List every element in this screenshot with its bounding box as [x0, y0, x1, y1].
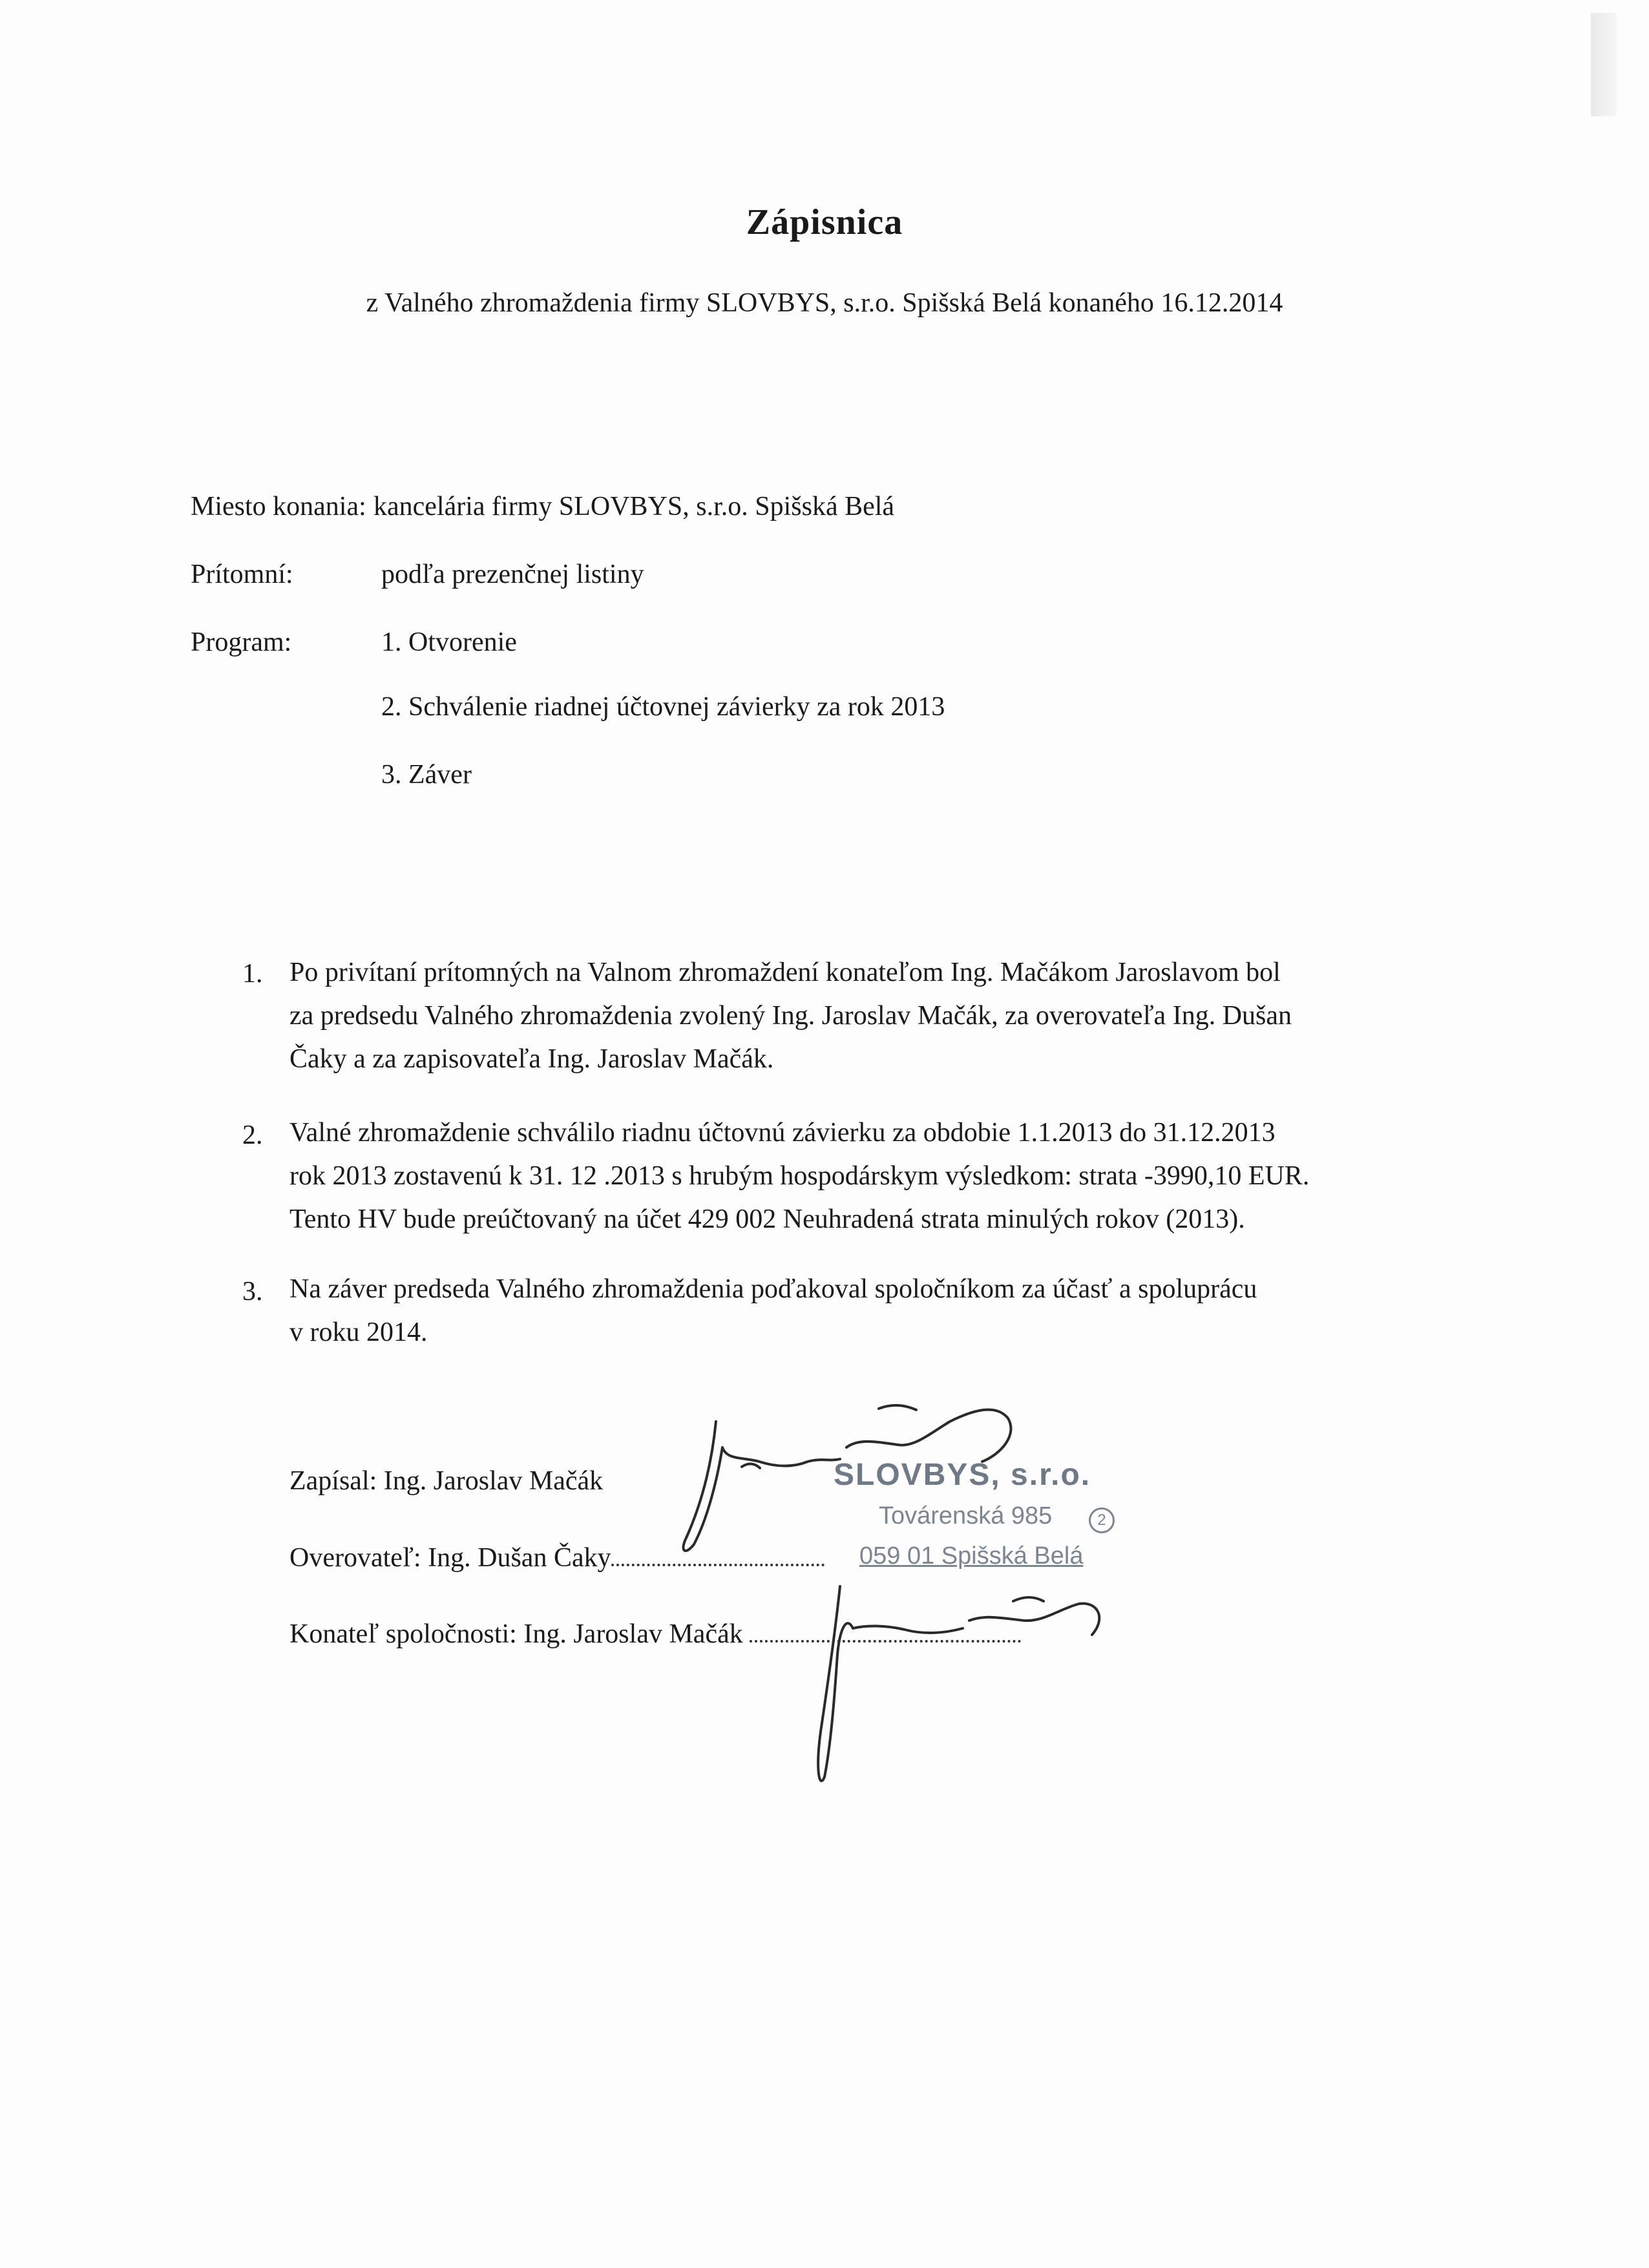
scan-edge-shadow	[1591, 13, 1617, 116]
recorder-text: Zapísal: Ing. Jaroslav Mačák	[289, 1466, 604, 1496]
paragraph-line: Tento HV bude preúčtovaný na účet 429 002 Neuhradená strata minulých rokov (2013).	[289, 1204, 1245, 1234]
program-item: 3. Záver	[381, 760, 472, 790]
paragraph-line: Valné zhromaždenie schválilo riadnu účtovnú závierku za obdobie 1.1.2013 do 31.12.2013	[289, 1118, 1276, 1148]
program-item: 2. Schválenie riadnej účtovnej závierky za rok 2013	[381, 692, 945, 722]
signature-dots	[750, 1619, 1021, 1643]
signature-stroke	[879, 1405, 916, 1410]
director-line	[289, 1619, 1021, 1650]
program-label: Program:	[191, 627, 292, 657]
signature-stroke	[684, 1422, 840, 1551]
point-paragraph	[289, 1268, 1257, 1354]
verifier-line	[289, 1542, 824, 1573]
stamp-city: 059 01 Spišská Belá	[859, 1542, 1084, 1570]
program-item: 1. Otvorenie	[381, 627, 517, 657]
stamp-street: Továrenská 985	[879, 1502, 1053, 1529]
signature-stroke	[1013, 1597, 1044, 1601]
point-number: 3.	[242, 1277, 263, 1307]
present-value: podľa prezenčnej listiny	[381, 560, 644, 589]
paragraph-line: Čaky a za zapisovateľa Ing. Jaroslav Mačák.	[289, 1044, 774, 1074]
paragraph-line: Na záver predseda Valného zhromaždenia poďakoval spoločníkom za účasť a spoluprácu	[289, 1274, 1257, 1304]
point-paragraph	[289, 951, 1292, 1081]
paragraph-line: v roku 2014.	[289, 1318, 428, 1347]
stamp-company: SLOVBYS, s.r.o.	[834, 1458, 1091, 1492]
paragraph-line: za predsedu Valného zhromaždenia zvolený Ing. Jaroslav Mačák, za overovateľa Ing. Dušan	[289, 1001, 1292, 1031]
place-label: Miesto konania:	[191, 492, 366, 521]
paragraph-line: rok 2013 zostavenú k 31. 12 .2013 s hrubým hospodárskym výsledkom: strata -3990,10 EUR.	[289, 1161, 1310, 1191]
signature-stroke	[742, 1464, 760, 1468]
present-label: Prítomní:	[191, 560, 293, 589]
document-title: Zápisnica	[746, 202, 903, 242]
signature-stroke	[846, 1410, 1011, 1462]
director-text: Konateľ spoločnosti: Ing. Jaroslav Mačák	[289, 1619, 743, 1649]
document-subtitle: z Valného zhromaždenia firmy SLOVBYS, s.r.o. Spišská Belá konaného 16.12.2014	[366, 288, 1283, 318]
recorder-line	[289, 1465, 603, 1496]
point-number: 1.	[242, 959, 263, 989]
company-stamp	[834, 1457, 1144, 1586]
signature-dots	[611, 1543, 824, 1566]
point-paragraph	[289, 1111, 1309, 1241]
stamp-badge: 2	[1089, 1507, 1115, 1533]
point-number: 2.	[242, 1120, 263, 1150]
place-value: kancelária firmy SLOVBYS, s.r.o. Spišská Belá	[373, 492, 895, 521]
signature-stroke	[818, 1586, 963, 1781]
paragraph-line: Po privítaní prítomných na Valnom zhromaždení konateľom Ing. Mačákom Jaroslavom bol	[289, 958, 1281, 987]
verifier-text: Overovateľ: Ing. Dušan Čaky	[289, 1543, 611, 1573]
